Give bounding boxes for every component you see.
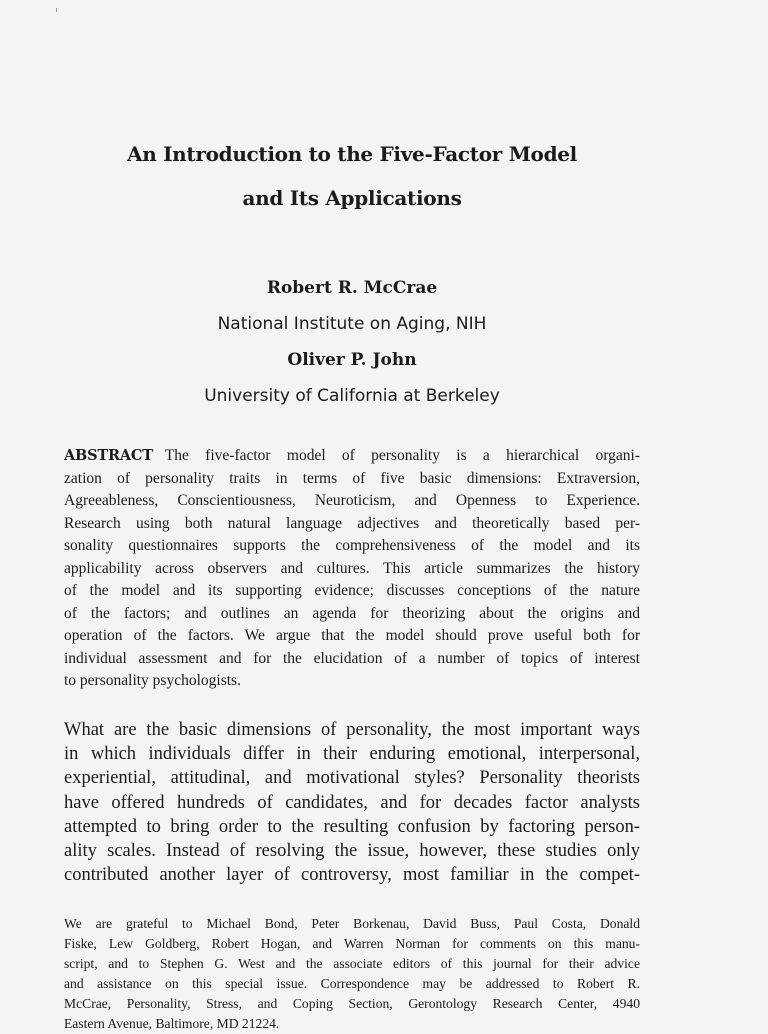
abstract-line: applicability across observers and cultures. This article summarizes the history bbox=[64, 559, 640, 577]
abstract-line: sonality questionnaires supports the comprehensiveness of the model and its bbox=[64, 537, 640, 554]
abstract-line: Agreeableness, Conscientiousness, Neuroticism, and Openness to Experience. bbox=[64, 492, 640, 509]
title-line-2: and Its Applications bbox=[242, 186, 462, 210]
footnote-line: We are grateful to Michael Bond, Peter Borkenau, David Buss, Paul Costa, Donald bbox=[64, 916, 640, 931]
title-line-1: An Introduction to the Five-Factor Model bbox=[127, 142, 577, 166]
body-line: in which individuals differ in their enduring emotional, interpersonal, bbox=[64, 744, 640, 765]
body-line: What are the basic dimensions of personality, the most important ways bbox=[64, 720, 640, 740]
author-name-2: Oliver P. John bbox=[287, 350, 417, 370]
abstract-label: ABSTRACT bbox=[64, 447, 153, 464]
scan-speck bbox=[56, 8, 57, 12]
abstract-line: zation of personality traits in terms of five basic dimensions: Extraversion, bbox=[64, 469, 640, 487]
footnote-line: Fiske, Lew Goldberg, Robert Hogan, and Warren Norman for comments on this manu- bbox=[64, 936, 640, 951]
footnote-line: McCrae, Personality, Stress, and Coping Section, Gerontology Research Center, 4940 bbox=[64, 996, 640, 1011]
abstract-line: of the factors; and outlines an agenda for theorizing about the origins and bbox=[64, 604, 640, 622]
footnote-line: Eastern Avenue, Baltimore, MD 21224. bbox=[64, 1016, 280, 1031]
body-paragraph bbox=[64, 718, 640, 887]
abstract-line-text: The five-factor model of personality is a hierarchical organi- bbox=[164, 447, 640, 464]
title-block bbox=[64, 132, 640, 220]
abstract-line bbox=[64, 445, 640, 468]
body-line: have offered hundreds of candidates, and for decades factor analysts bbox=[64, 792, 640, 813]
body-line: ality scales. Instead of resolving the issue, however, these studies only bbox=[64, 840, 640, 861]
authors-block bbox=[64, 270, 640, 414]
author-affiliation-2: University of California at Berkeley bbox=[204, 386, 500, 406]
author-name-1: Robert R. McCrae bbox=[266, 278, 438, 298]
author-affiliation-1: National Institute on Aging, NIH bbox=[217, 314, 487, 334]
abstract-line: individual assessment and for the elucidation of a number of topics of interest bbox=[64, 649, 640, 667]
footnote-line: script, and to Stephen G. West and the associate editors of this journal for their advice bbox=[64, 956, 640, 971]
body-line: contributed another layer of controversy, most familiar in the compet- bbox=[64, 865, 640, 886]
abstract bbox=[64, 445, 640, 693]
abstract-line: Research using both natural language adjectives and theoretically based per- bbox=[64, 514, 640, 532]
footnote bbox=[64, 914, 640, 1034]
abstract-line: to personality psychologists. bbox=[64, 672, 241, 689]
body-line: attempted to bring order to the resulting confusion by factoring person- bbox=[64, 816, 640, 837]
footnote-line: and assistance on this special issue. Correspondence may be addressed to Robert R. bbox=[64, 976, 640, 991]
body-line: experiential, attitudinal, and motivational styles? Personality theorists bbox=[64, 768, 640, 789]
abstract-line: operation of the factors. We argue that the model should prove useful both for bbox=[64, 627, 640, 644]
abstract-line: of the model and its supporting evidence; discusses conceptions of the nature bbox=[64, 582, 640, 599]
